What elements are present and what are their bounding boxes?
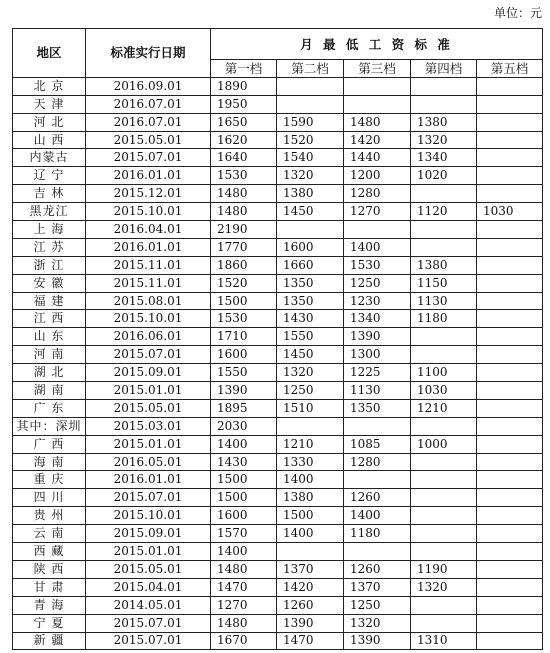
tier-4-cell: 1340	[411, 149, 477, 167]
table-body	[13, 77, 543, 650]
tier-2-cell: 1520	[277, 131, 344, 149]
region-cell: 新 疆	[13, 632, 86, 650]
tier-1-cell: 1480	[211, 560, 277, 578]
region-header: 地区	[13, 29, 86, 78]
table-row	[13, 364, 543, 382]
tier-4-cell: 1120	[411, 203, 477, 221]
tier-5-cell	[477, 113, 543, 131]
region-cell: 山 西	[13, 131, 86, 149]
tier-4-cell: 1310	[411, 632, 477, 650]
tier-3-cell: 1440	[344, 149, 411, 167]
tier-1-cell: 2030	[211, 417, 277, 435]
tier-3-cell: 1250	[344, 596, 411, 614]
tier-4-cell	[411, 238, 477, 256]
table-row	[13, 113, 543, 131]
date-cell: 2016.01.01	[86, 167, 211, 185]
tier-4-cell	[411, 346, 477, 364]
region-cell: 陕 西	[13, 560, 86, 578]
tier-2-cell: 1370	[277, 560, 344, 578]
table-row	[13, 292, 543, 310]
table-row	[13, 328, 543, 346]
date-cell: 2016.01.01	[86, 471, 211, 489]
table-row	[13, 131, 543, 149]
tier-4-cell: 1320	[411, 131, 477, 149]
tier-3-cell: 1400	[344, 238, 411, 256]
region-cell: 四 川	[13, 489, 86, 507]
tier-2-cell: 1210	[277, 435, 344, 453]
tier-3-cell: 1320	[344, 614, 411, 632]
region-cell: 天 津	[13, 95, 86, 113]
tier-2-cell: 1250	[277, 382, 344, 400]
tier-3-cell: 1260	[344, 489, 411, 507]
tier-1-cell: 1890	[211, 77, 277, 95]
tier-4-cell: 1320	[411, 578, 477, 596]
tier-4-cell	[411, 453, 477, 471]
tier-2-cell: 1510	[277, 399, 344, 417]
tier-2-cell: 1380	[277, 489, 344, 507]
tier-1-cell: 1480	[211, 614, 277, 632]
date-cell: 2016.09.01	[86, 77, 211, 95]
tier-1-cell: 1480	[211, 185, 277, 203]
tier-5-cell	[477, 596, 543, 614]
tier-1-cell: 1270	[211, 596, 277, 614]
tier-5-cell	[477, 221, 543, 239]
tier-5-cell	[477, 310, 543, 328]
tier-1-cell: 1950	[211, 95, 277, 113]
tier-3-cell: 1370	[344, 578, 411, 596]
date-cell: 2015.07.01	[86, 149, 211, 167]
date-cell: 2015.10.01	[86, 310, 211, 328]
tier-3-cell: 1230	[344, 292, 411, 310]
tier-4-cell	[411, 185, 477, 203]
tier-5-cell	[477, 328, 543, 346]
region-cell: 福 建	[13, 292, 86, 310]
tier-2-cell: 1350	[277, 274, 344, 292]
tier-1-cell: 1520	[211, 274, 277, 292]
tier-4-header: 第四档	[411, 60, 477, 78]
tier-5-cell	[477, 149, 543, 167]
date-cell: 2016.06.01	[86, 328, 211, 346]
tier-3-cell: 1130	[344, 382, 411, 400]
table-row	[13, 167, 543, 185]
table-row	[13, 614, 543, 632]
region-cell: 北 京	[13, 77, 86, 95]
tier-4-cell	[411, 471, 477, 489]
tier-5-cell	[477, 346, 543, 364]
tier-3-cell: 1480	[344, 113, 411, 131]
tier-2-cell: 1450	[277, 203, 344, 221]
tier-3-cell: 1420	[344, 131, 411, 149]
tier-5-cell	[477, 560, 543, 578]
region-cell: 重 庆	[13, 471, 86, 489]
tier-4-cell: 1210	[411, 399, 477, 417]
tier-3-cell: 1250	[344, 274, 411, 292]
tier-5-cell	[477, 167, 543, 185]
region-cell: 内蒙古	[13, 149, 86, 167]
date-cell: 2015.11.01	[86, 274, 211, 292]
date-cell: 2016.01.01	[86, 238, 211, 256]
tier-4-cell	[411, 525, 477, 543]
date-cell: 2015.05.01	[86, 560, 211, 578]
tier-3-cell: 1390	[344, 632, 411, 650]
table-row	[13, 560, 543, 578]
tier-5-cell	[477, 435, 543, 453]
tier-5-cell	[477, 614, 543, 632]
date-cell: 2015.01.01	[86, 543, 211, 561]
tier-5-cell	[477, 131, 543, 149]
tier-4-cell	[411, 596, 477, 614]
region-cell: 辽 宁	[13, 167, 86, 185]
tier-3-cell: 1225	[344, 364, 411, 382]
tier-1-cell: 1500	[211, 471, 277, 489]
tier-4-cell	[411, 417, 477, 435]
tier-5-cell	[477, 95, 543, 113]
tier-2-cell: 1350	[277, 292, 344, 310]
tier-5-cell	[477, 632, 543, 650]
table-row	[13, 578, 543, 596]
table-row	[13, 596, 543, 614]
tier-4-cell: 1180	[411, 310, 477, 328]
tier-4-cell: 1100	[411, 364, 477, 382]
date-cell: 2015.05.01	[86, 399, 211, 417]
region-cell: 广 东	[13, 399, 86, 417]
tier-5-cell	[477, 292, 543, 310]
tier-1-cell: 1620	[211, 131, 277, 149]
date-cell: 2015.07.01	[86, 614, 211, 632]
region-cell: 广 西	[13, 435, 86, 453]
date-cell: 2016.07.01	[86, 113, 211, 131]
table-row	[13, 435, 543, 453]
tier-4-cell	[411, 95, 477, 113]
tier-5-cell	[477, 364, 543, 382]
tier-2-cell: 1590	[277, 113, 344, 131]
tier-2-cell: 1450	[277, 346, 344, 364]
minimum-wage-table	[12, 28, 543, 650]
tier-2-cell: 1400	[277, 471, 344, 489]
tier-2-cell	[277, 77, 344, 95]
tier-1-cell: 1710	[211, 328, 277, 346]
table-row	[13, 256, 543, 274]
tier-1-cell: 1530	[211, 167, 277, 185]
table-row	[13, 543, 543, 561]
tier-3-cell: 1085	[344, 435, 411, 453]
tier-3-cell	[344, 77, 411, 95]
tier-1-cell: 1860	[211, 256, 277, 274]
tier-3-cell: 1270	[344, 203, 411, 221]
date-cell: 2014.05.01	[86, 596, 211, 614]
region-cell: 安 徽	[13, 274, 86, 292]
tier-5-cell	[477, 238, 543, 256]
date-cell: 2015.09.01	[86, 364, 211, 382]
tier-2-cell: 1430	[277, 310, 344, 328]
tier-1-cell: 1650	[211, 113, 277, 131]
date-cell: 2015.05.01	[86, 131, 211, 149]
table-row	[13, 95, 543, 113]
tier-3-cell: 1350	[344, 399, 411, 417]
table-row	[13, 489, 543, 507]
tier-5-header: 第五档	[477, 60, 543, 78]
region-cell: 河 北	[13, 113, 86, 131]
date-cell: 2016.04.01	[86, 221, 211, 239]
date-header: 标准实行日期	[86, 29, 211, 78]
tier-5-cell	[477, 543, 543, 561]
tier-2-cell: 1500	[277, 507, 344, 525]
region-cell: 上 海	[13, 221, 86, 239]
tier-5-cell	[477, 578, 543, 596]
tier-3-cell	[344, 543, 411, 561]
region-cell: 宁 夏	[13, 614, 86, 632]
table-row	[13, 507, 543, 525]
region-cell: 甘 肃	[13, 578, 86, 596]
tier-2-cell	[277, 543, 344, 561]
tier-3-cell: 1280	[344, 185, 411, 203]
tier-5-cell	[477, 185, 543, 203]
tier-5-cell: 1030	[477, 203, 543, 221]
tier-2-cell: 1600	[277, 238, 344, 256]
table-row	[13, 77, 543, 95]
tier-4-cell	[411, 489, 477, 507]
tier-4-cell: 1130	[411, 292, 477, 310]
date-cell: 2015.07.01	[86, 632, 211, 650]
tier-2-cell: 1470	[277, 632, 344, 650]
region-cell: 浙 江	[13, 256, 86, 274]
tier-3-cell: 1530	[344, 256, 411, 274]
tier-5-cell	[477, 489, 543, 507]
tier-2-cell	[277, 417, 344, 435]
region-cell: 吉 林	[13, 185, 86, 203]
tier-1-cell: 1600	[211, 346, 277, 364]
tier-5-cell	[477, 399, 543, 417]
tier-5-cell	[477, 507, 543, 525]
region-cell: 湖 北	[13, 364, 86, 382]
table-row	[13, 453, 543, 471]
table-row	[13, 525, 543, 543]
tier-3-cell	[344, 95, 411, 113]
region-cell: 江 西	[13, 310, 86, 328]
header-row	[13, 29, 543, 60]
tier-3-cell: 1280	[344, 453, 411, 471]
tier-2-cell: 1320	[277, 167, 344, 185]
tier-3-cell: 1390	[344, 328, 411, 346]
tier-1-cell: 1770	[211, 238, 277, 256]
tier-4-cell	[411, 328, 477, 346]
tier-4-cell: 1000	[411, 435, 477, 453]
date-cell: 2016.07.01	[86, 95, 211, 113]
table-row	[13, 399, 543, 417]
tier-1-cell: 1400	[211, 543, 277, 561]
region-cell: 贵 州	[13, 507, 86, 525]
tier-5-cell	[477, 525, 543, 543]
tier-3-cell	[344, 417, 411, 435]
tier-3-cell: 1340	[344, 310, 411, 328]
tier-2-cell: 1420	[277, 578, 344, 596]
tier-1-cell: 1550	[211, 364, 277, 382]
tier-5-cell	[477, 77, 543, 95]
date-cell: 2015.04.01	[86, 578, 211, 596]
tier-5-cell	[477, 417, 543, 435]
tier-1-cell: 1400	[211, 435, 277, 453]
tier-2-cell: 1540	[277, 149, 344, 167]
date-cell: 2015.12.01	[86, 185, 211, 203]
table-row	[13, 632, 543, 650]
region-cell: 青 海	[13, 596, 86, 614]
tier-2-cell	[277, 95, 344, 113]
tier-1-cell: 1530	[211, 310, 277, 328]
tier-4-cell: 1380	[411, 113, 477, 131]
tier-2-cell	[277, 221, 344, 239]
date-cell: 2015.10.01	[86, 203, 211, 221]
tier-5-cell	[477, 256, 543, 274]
tier-4-cell: 1190	[411, 560, 477, 578]
date-cell: 2015.08.01	[86, 292, 211, 310]
table-row	[13, 221, 543, 239]
table-row	[13, 346, 543, 364]
tier-5-cell	[477, 274, 543, 292]
tier-4-cell	[411, 543, 477, 561]
tier-3-cell: 1300	[344, 346, 411, 364]
table-row	[13, 471, 543, 489]
tier-1-cell: 1470	[211, 578, 277, 596]
tier-2-cell: 1320	[277, 364, 344, 382]
tier-3-cell: 1200	[344, 167, 411, 185]
region-cell: 海 南	[13, 453, 86, 471]
tier-3-cell: 1180	[344, 525, 411, 543]
tier-2-cell: 1380	[277, 185, 344, 203]
region-cell: 西 藏	[13, 543, 86, 561]
tier-1-header: 第一档	[211, 60, 277, 78]
tier-2-cell: 1550	[277, 328, 344, 346]
tier-4-cell	[411, 614, 477, 632]
tier-3-cell: 1260	[344, 560, 411, 578]
date-cell: 2015.10.01	[86, 507, 211, 525]
table-row	[13, 274, 543, 292]
tier-1-cell: 1500	[211, 292, 277, 310]
tier-1-cell: 1640	[211, 149, 277, 167]
region-cell: 湖 南	[13, 382, 86, 400]
table-row	[13, 238, 543, 256]
date-cell: 2015.01.01	[86, 382, 211, 400]
date-cell: 2016.05.01	[86, 453, 211, 471]
tier-1-cell: 1670	[211, 632, 277, 650]
unit-label: 单位：元	[493, 6, 542, 20]
tier-4-cell: 1020	[411, 167, 477, 185]
tier-4-cell	[411, 507, 477, 525]
date-cell: 2015.07.01	[86, 346, 211, 364]
tier-2-cell: 1330	[277, 453, 344, 471]
tier-4-cell: 1150	[411, 274, 477, 292]
region-cell: 其中：深圳	[13, 417, 86, 435]
date-cell: 2015.03.01	[86, 417, 211, 435]
tier-2-cell: 1660	[277, 256, 344, 274]
table-row	[13, 149, 543, 167]
tier-2-header: 第二档	[277, 60, 344, 78]
region-cell: 山 东	[13, 328, 86, 346]
tier-4-cell	[411, 221, 477, 239]
tier-5-cell	[477, 382, 543, 400]
tier-1-cell: 1430	[211, 453, 277, 471]
tier-1-cell: 1500	[211, 489, 277, 507]
tier-5-cell	[477, 471, 543, 489]
tier-2-cell: 1390	[277, 614, 344, 632]
tier-4-cell: 1030	[411, 382, 477, 400]
tier-3-cell	[344, 221, 411, 239]
tier-1-cell: 1480	[211, 203, 277, 221]
tier-2-cell: 1400	[277, 525, 344, 543]
region-cell: 云 南	[13, 525, 86, 543]
region-cell: 江 苏	[13, 238, 86, 256]
table-row	[13, 203, 543, 221]
tier-1-cell: 1895	[211, 399, 277, 417]
date-cell: 2015.09.01	[86, 525, 211, 543]
tier-1-cell: 2190	[211, 221, 277, 239]
tier-3-header: 第三档	[344, 60, 411, 78]
tier-1-cell: 1570	[211, 525, 277, 543]
table-row	[13, 417, 543, 435]
table-row	[13, 310, 543, 328]
tier-5-cell	[477, 453, 543, 471]
date-cell: 2015.01.01	[86, 435, 211, 453]
table-row	[13, 185, 543, 203]
tier-4-cell: 1380	[411, 256, 477, 274]
region-cell: 黑龙江	[13, 203, 86, 221]
wage-standard-header: 月 最 低 工 资 标 准	[211, 29, 543, 60]
tier-2-cell: 1260	[277, 596, 344, 614]
region-cell: 河 南	[13, 346, 86, 364]
tier-4-cell	[411, 77, 477, 95]
tier-3-cell: 1400	[344, 507, 411, 525]
tier-3-cell	[344, 471, 411, 489]
date-cell: 2015.11.01	[86, 256, 211, 274]
table-row	[13, 382, 543, 400]
tier-1-cell: 1390	[211, 382, 277, 400]
tier-1-cell: 1600	[211, 507, 277, 525]
date-cell: 2015.07.01	[86, 489, 211, 507]
